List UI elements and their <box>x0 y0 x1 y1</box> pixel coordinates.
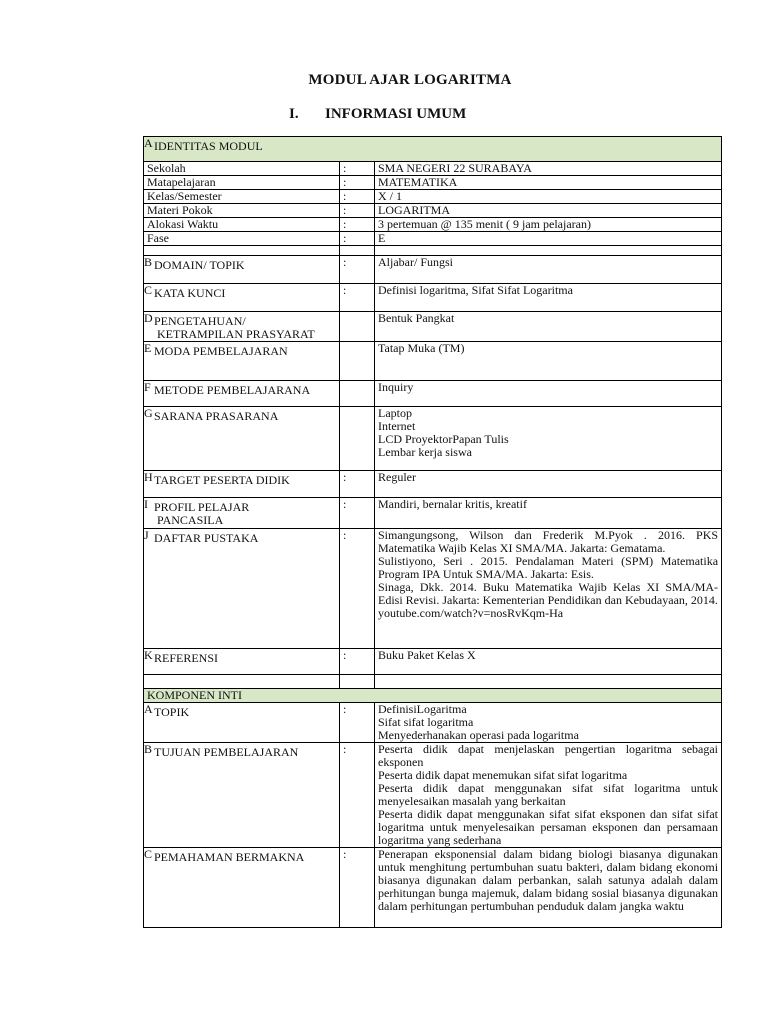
identitas-value-alokasi: 3 pertemuan @ 135 menit ( 9 jam pelajaran) <box>375 218 722 232</box>
section-value-kata-kunci: Definisi logaritma, Sifat Sifat Logaritma <box>375 284 722 312</box>
section-label-pustaka <box>144 529 340 649</box>
row-label: PENGETAHUAN/ <box>154 314 246 328</box>
section-value-profil: Mandiri, bernalar kritis, kreatif <box>375 498 722 529</box>
separator: : <box>340 703 375 743</box>
section-label-prasyarat <box>144 312 340 342</box>
table-row <box>144 407 722 471</box>
separator: : <box>340 471 375 498</box>
row-label: KETRAMPILAN PRASYARAT <box>157 327 315 341</box>
table-row <box>144 256 722 284</box>
spacer-row <box>144 246 722 256</box>
row-label: KATA KUNCI <box>154 286 226 300</box>
module-table <box>143 136 722 928</box>
row-label: DAFTAR PUSTAKA <box>154 531 259 545</box>
list-item: DefinisiLogaritma <box>378 702 467 716</box>
identitas-value-materi: LOGARITMA <box>375 204 722 218</box>
list-item: Sinaga, Dkk. 2014. Buku Matematika Wajib Kelas XI SMA/MA- Edisi Revisi. Jakarta: Kementerian Pendidikan dan Kebudayaan, 2014. <box>378 580 719 607</box>
section-letter: H <box>144 471 153 484</box>
row-label: SARANA PRASARANA <box>154 409 279 423</box>
row-label: MODA PEMBELAJARAN <box>154 344 288 358</box>
table-row <box>144 703 722 743</box>
list-item: LCD ProyektorPapan Tulis <box>378 432 509 446</box>
identitas-header <box>144 137 722 162</box>
separator: : <box>340 190 375 204</box>
separator <box>340 342 375 381</box>
list-item: Peserta didik dapat menggunakan sifat sifat eksponen dan sifat sifat logaritma untuk menyelesaikan persaman eksponen dan persamaan logaritma yang sederhana <box>378 807 719 847</box>
section-value-prasyarat: Bentuk Pangkat <box>375 312 722 342</box>
separator: : <box>340 204 375 218</box>
row-label: METODE PEMBELAJARANA <box>154 383 311 397</box>
row-label: TARGET PESERTA DIDIK <box>154 473 290 487</box>
section-label-metode <box>144 381 340 407</box>
section-letter: K <box>144 649 153 662</box>
section-number: I. <box>289 106 299 122</box>
separator: : <box>340 218 375 232</box>
list-item: Menyederhanakan operasi pada logaritma <box>378 728 579 742</box>
document-title: MODUL AJAR LOGARITMA <box>308 72 512 88</box>
separator <box>340 312 375 342</box>
list-item: Simangungsong, Wilson dan Frederik M.Pyok . 2016. PKS Matematika Wajib Kelas XI SMA/MA. Jakarta: Gematama. <box>378 528 719 555</box>
list-item: youtube.com/watch?v=nosRvKqm-Ha <box>378 606 564 620</box>
table-row <box>144 342 722 381</box>
separator: : <box>340 848 375 928</box>
row-label: IDENTITAS MODUL <box>154 139 263 153</box>
section-letter: C <box>144 848 153 861</box>
table-row <box>144 176 722 190</box>
table-row <box>144 284 722 312</box>
komponen-value-pemahaman: Penerapan eksponensial dalam bidang biologi biasanya digunakan untuk menghitung pertumbuhan suatu bakteri, dalam bidang ekonomi biasanya digunakan dalam perbankan, salah satunya adalah dalam perhitungan bunga majemuk, dalam bidang sosial biasanya digunakan dalam perhitungan pertumbuhan penduduk dalam jangka waktu <box>375 848 722 928</box>
row-label: PANCASILA <box>157 513 224 527</box>
section-label-referensi <box>144 649 340 675</box>
section-label-moda <box>144 342 340 381</box>
table-row <box>144 743 722 848</box>
table-row <box>144 312 722 342</box>
row-label: PROFIL PELAJAR <box>154 500 250 514</box>
table-row <box>144 498 722 529</box>
table-row <box>144 218 722 232</box>
section-heading <box>289 106 466 123</box>
komponen-header-row <box>144 689 722 703</box>
identitas-value-mapel: MATEMATIKA <box>375 176 722 190</box>
section-value-pustaka <box>375 529 722 649</box>
table-row <box>144 232 722 246</box>
identitas-label-materi: Materi Pokok <box>144 204 340 218</box>
list-item: Sifat sifat logaritma <box>378 715 474 729</box>
komponen-label-tujuan <box>144 743 340 848</box>
section-letter: B <box>144 743 153 756</box>
section-value-domain: Aljabar/ Fungsi <box>375 256 722 284</box>
separator: : <box>340 162 375 176</box>
row-label: PEMAHAMAN BERMAKNA <box>154 850 305 864</box>
identitas-header-row <box>144 137 722 162</box>
section-value-metode: Inquiry <box>375 381 722 407</box>
separator: : <box>340 498 375 529</box>
separator <box>340 381 375 407</box>
separator: : <box>340 649 375 675</box>
section-letter: F <box>144 381 151 394</box>
section-value-sarana <box>375 407 722 471</box>
list-item: Lembar kerja siswa <box>378 445 472 459</box>
section-letter: C <box>144 284 153 297</box>
table-row <box>144 848 722 928</box>
row-label: TUJUAN PEMBELAJARAN <box>154 745 299 759</box>
table-row <box>144 190 722 204</box>
table-row <box>144 529 722 649</box>
identitas-label-mapel: Matapelajaran <box>144 176 340 190</box>
table-row <box>144 381 722 407</box>
section-label-sarana <box>144 407 340 471</box>
separator: : <box>340 743 375 848</box>
section-value-referensi: Buku Paket Kelas X <box>375 649 722 675</box>
table-row <box>144 649 722 675</box>
separator <box>340 407 375 471</box>
section-letter: B <box>144 256 153 269</box>
section-value-moda: Tatap Muka (TM) <box>375 342 722 381</box>
section-letter: E <box>144 342 152 355</box>
identitas-label-sekolah: Sekolah <box>144 162 340 176</box>
spacer-row <box>144 675 722 689</box>
section-letter: J <box>144 529 149 542</box>
identitas-label-fase: Fase <box>144 232 340 246</box>
komponen-value-topik <box>375 703 722 743</box>
section-label-kata-kunci <box>144 284 340 312</box>
komponen-value-tujuan <box>375 743 722 848</box>
row-label: REFERENSI <box>154 651 219 665</box>
identitas-label-kelas: Kelas/Semester <box>144 190 340 204</box>
identitas-value-kelas: X / 1 <box>375 190 722 204</box>
section-letter: D <box>144 312 153 325</box>
section-label-domain <box>144 256 340 284</box>
section-letter: G <box>144 407 153 420</box>
identitas-label-alokasi: Alokasi Waktu <box>144 218 340 232</box>
table-row <box>144 162 722 176</box>
section-title: INFORMASI UMUM <box>325 106 467 122</box>
section-label-target <box>144 471 340 498</box>
section-letter: A <box>144 703 153 716</box>
table-row <box>144 471 722 498</box>
section-label-profil <box>144 498 340 529</box>
section-letter: A <box>144 137 153 150</box>
list-item: Internet <box>378 419 416 433</box>
identitas-value-fase: E <box>375 232 722 246</box>
list-item: Peserta didik dapat menjelaskan pengertian logaritma sebagai eksponen <box>378 742 719 769</box>
list-item: Peserta didik dapat menggunakan sifat sifat logaritma untuk menyelesaikan masalah yang berkaitan <box>378 781 719 808</box>
row-label: DOMAIN/ TOPIK <box>154 258 245 272</box>
list-item: Sulistiyono, Seri . 2015. Pendalaman Materi (SPM) Matematika Program IPA Untuk SMA/MA. Jakarta: Esis. <box>378 554 719 581</box>
section-letter: I <box>144 498 148 511</box>
identitas-value-sekolah: SMA NEGERI 22 SURABAYA <box>375 162 722 176</box>
komponen-header: KOMPONEN INTI <box>144 689 722 703</box>
komponen-label-pemahaman <box>144 848 340 928</box>
separator: : <box>340 284 375 312</box>
row-label: TOPIK <box>154 705 190 719</box>
separator: : <box>340 176 375 190</box>
list-item: Peserta didik dapat menemukan sifat sifat logaritma <box>378 768 628 782</box>
list-item: Laptop <box>378 406 412 420</box>
separator: : <box>340 256 375 284</box>
komponen-label-topik <box>144 703 340 743</box>
table-row <box>144 204 722 218</box>
separator: : <box>340 529 375 649</box>
section-value-target: Reguler <box>375 471 722 498</box>
separator: : <box>340 232 375 246</box>
